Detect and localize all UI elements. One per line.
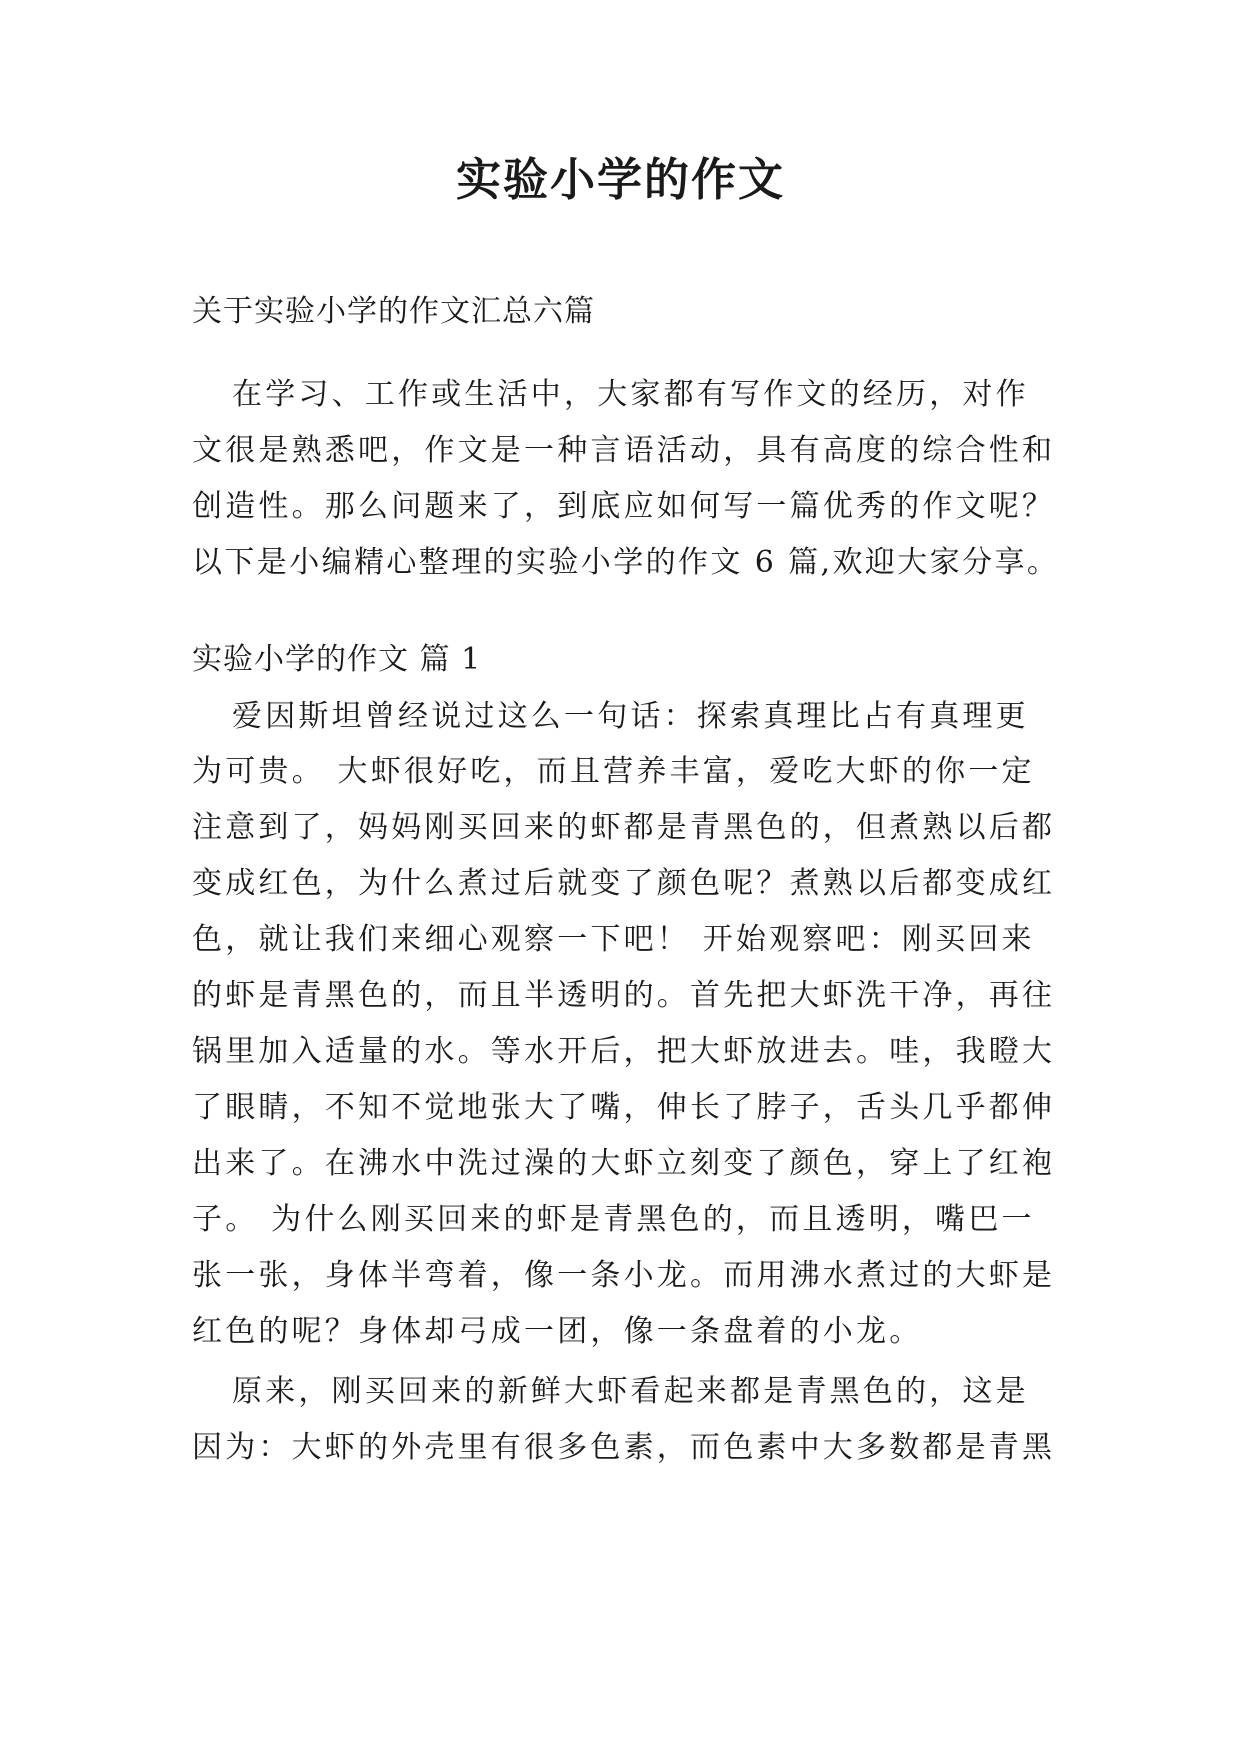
intro-line: 在学习、工作或生活中，大家都有写作文的经历，对作 — [232, 377, 1029, 412]
essay-line: 出来了。在沸水中洗过澡的大虾立刻变了颜色，穿上了红袍 — [192, 1146, 1056, 1181]
essay-line: 的虾是青黑色的，而且半透明的。首先把大虾洗干净，再往 — [192, 978, 1056, 1013]
essay-line: 锅里加入适量的水。等水开后，把大虾放进去。哇，我瞪大 — [192, 1034, 1056, 1069]
essay-line: 了眼睛，不知不觉地张大了嘴，伸长了脖子，舌头几乎都伸 — [192, 1090, 1056, 1125]
essay-line: 为可贵。 大虾很好吃，而且营养丰富，爱吃大虾的你一定 — [192, 754, 1035, 789]
essay-line: 张一张，身体半弯着，像一条小龙。而用沸水煮过的大虾是 — [192, 1258, 1056, 1293]
section-heading: 实验小学的作文 篇 1 — [192, 642, 482, 677]
essay-line: 原来，刚买回来的新鲜大虾看起来都是青黑色的，这是 — [232, 1374, 1029, 1409]
essay-line: 红色的呢？身体却弓成一团，像一条盘着的小龙。 — [192, 1314, 923, 1349]
essay-line: 注意到了，妈妈刚买回来的虾都是青黑色的，但煮熟以后都 — [192, 810, 1056, 845]
intro-line: 以下是小编精心整理的实验小学的作文 6 篇,欢迎大家分享。 — [192, 545, 1060, 580]
intro-line: 文很是熟悉吧，作文是一种言语活动，具有高度的综合性和 — [192, 433, 1056, 468]
essay-line: 变成红色，为什么煮过后就变了颜色呢？煮熟以后都变成红 — [192, 866, 1056, 901]
essay-line: 子。 为什么刚买回来的虾是青黑色的，而且透明，嘴巴一 — [192, 1202, 1035, 1237]
essay-line: 色，就让我们来细心观察一下吧！ 开始观察吧：刚买回来 — [192, 922, 1035, 957]
essay-line: 爱因斯坦曾经说过这么一句话：探索真理比占有真理更 — [232, 699, 1029, 734]
intro-line: 创造性。那么问题来了，到底应如何写一篇优秀的作文呢？ — [192, 489, 1056, 524]
document-subtitle: 关于实验小学的作文汇总六篇 — [192, 294, 595, 329]
essay-line: 因为：大虾的外壳里有很多色素，而色素中大多数都是青黑 — [192, 1430, 1056, 1465]
document-title: 实验小学的作文 — [455, 153, 785, 206]
